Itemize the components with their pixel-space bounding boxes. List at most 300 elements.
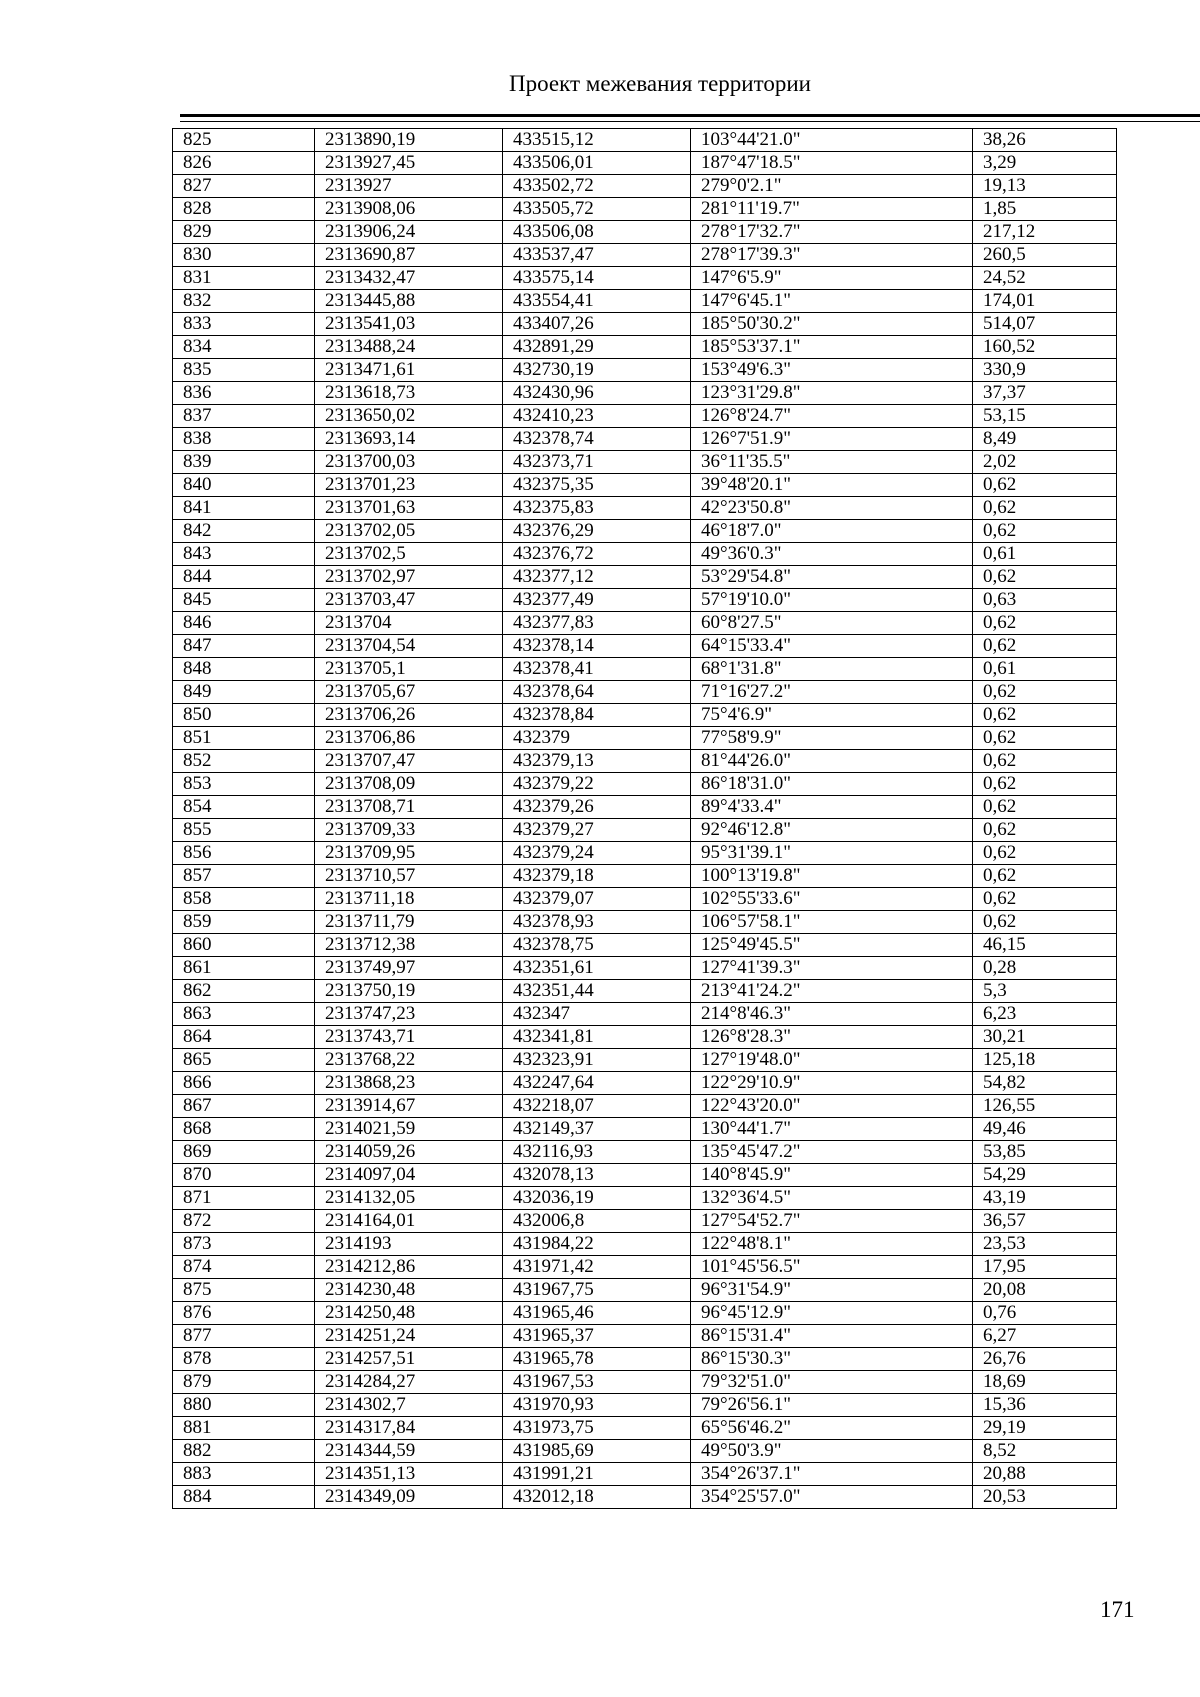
table-row bbox=[173, 1003, 1117, 1026]
direction-angle-cell: 57°19'10.0" bbox=[691, 589, 973, 612]
y-coordinate-cell: 432379,22 bbox=[503, 773, 691, 796]
direction-angle-cell: 79°32'51.0" bbox=[691, 1371, 973, 1394]
distance-cell: 0,62 bbox=[973, 681, 1117, 704]
x-coordinate-cell: 2314302,7 bbox=[315, 1394, 503, 1417]
distance-cell: 217,12 bbox=[973, 221, 1117, 244]
point-number-cell: 866 bbox=[173, 1072, 315, 1095]
x-coordinate-cell: 2313705,1 bbox=[315, 658, 503, 681]
x-coordinate-cell: 2313701,23 bbox=[315, 474, 503, 497]
x-coordinate-cell: 2313702,97 bbox=[315, 566, 503, 589]
distance-cell: 0,61 bbox=[973, 543, 1117, 566]
point-number-cell: 836 bbox=[173, 382, 315, 405]
x-coordinate-cell: 2313705,67 bbox=[315, 681, 503, 704]
y-coordinate-cell: 432377,83 bbox=[503, 612, 691, 635]
direction-angle-cell: 187°47'18.5" bbox=[691, 152, 973, 175]
direction-angle-cell: 214°8'46.3" bbox=[691, 1003, 973, 1026]
table-row bbox=[173, 1026, 1117, 1049]
distance-cell: 1,85 bbox=[973, 198, 1117, 221]
y-coordinate-cell: 431971,42 bbox=[503, 1256, 691, 1279]
direction-angle-cell: 125°49'45.5" bbox=[691, 934, 973, 957]
y-coordinate-cell: 432376,72 bbox=[503, 543, 691, 566]
y-coordinate-cell: 431967,75 bbox=[503, 1279, 691, 1302]
y-coordinate-cell: 432347 bbox=[503, 1003, 691, 1026]
y-coordinate-cell: 432378,84 bbox=[503, 704, 691, 727]
table-row bbox=[173, 1394, 1117, 1417]
x-coordinate-cell: 2314193 bbox=[315, 1233, 503, 1256]
distance-cell: 126,55 bbox=[973, 1095, 1117, 1118]
distance-cell: 0,62 bbox=[973, 635, 1117, 658]
direction-angle-cell: 185°53'37.1" bbox=[691, 336, 973, 359]
x-coordinate-cell: 2313890,19 bbox=[315, 129, 503, 152]
point-number-cell: 869 bbox=[173, 1141, 315, 1164]
table-row bbox=[173, 382, 1117, 405]
distance-cell: 17,95 bbox=[973, 1256, 1117, 1279]
distance-cell: 8,52 bbox=[973, 1440, 1117, 1463]
table-row bbox=[173, 1279, 1117, 1302]
direction-angle-cell: 102°55'33.6" bbox=[691, 888, 973, 911]
x-coordinate-cell: 2313709,95 bbox=[315, 842, 503, 865]
table-row bbox=[173, 1210, 1117, 1233]
x-coordinate-cell: 2314344,59 bbox=[315, 1440, 503, 1463]
y-coordinate-cell: 432116,93 bbox=[503, 1141, 691, 1164]
y-coordinate-cell: 431965,78 bbox=[503, 1348, 691, 1371]
distance-cell: 43,19 bbox=[973, 1187, 1117, 1210]
direction-angle-cell: 279°0'2.1" bbox=[691, 175, 973, 198]
direction-angle-cell: 147°6'5.9" bbox=[691, 267, 973, 290]
distance-cell: 0,62 bbox=[973, 911, 1117, 934]
table-row bbox=[173, 773, 1117, 796]
x-coordinate-cell: 2314284,27 bbox=[315, 1371, 503, 1394]
y-coordinate-cell: 432378,14 bbox=[503, 635, 691, 658]
distance-cell: 0,62 bbox=[973, 704, 1117, 727]
y-coordinate-cell: 432247,64 bbox=[503, 1072, 691, 1095]
point-number-cell: 879 bbox=[173, 1371, 315, 1394]
y-coordinate-cell: 432351,61 bbox=[503, 957, 691, 980]
point-number-cell: 878 bbox=[173, 1348, 315, 1371]
x-coordinate-cell: 2314059,26 bbox=[315, 1141, 503, 1164]
table-row bbox=[173, 1072, 1117, 1095]
point-number-cell: 834 bbox=[173, 336, 315, 359]
x-coordinate-cell: 2313700,03 bbox=[315, 451, 503, 474]
point-number-cell: 846 bbox=[173, 612, 315, 635]
x-coordinate-cell: 2313702,05 bbox=[315, 520, 503, 543]
distance-cell: 0,62 bbox=[973, 612, 1117, 635]
point-number-cell: 841 bbox=[173, 497, 315, 520]
x-coordinate-cell: 2313710,57 bbox=[315, 865, 503, 888]
table-row bbox=[173, 520, 1117, 543]
point-number-cell: 884 bbox=[173, 1486, 315, 1509]
distance-cell: 0,62 bbox=[973, 497, 1117, 520]
table-row bbox=[173, 497, 1117, 520]
x-coordinate-cell: 2313693,14 bbox=[315, 428, 503, 451]
table-row bbox=[173, 612, 1117, 635]
y-coordinate-cell: 432891,29 bbox=[503, 336, 691, 359]
x-coordinate-cell: 2314230,48 bbox=[315, 1279, 503, 1302]
x-coordinate-cell: 2314317,84 bbox=[315, 1417, 503, 1440]
page-header-title: Проект межевания территории bbox=[509, 71, 811, 96]
y-coordinate-cell: 432351,44 bbox=[503, 980, 691, 1003]
distance-cell: 6,27 bbox=[973, 1325, 1117, 1348]
direction-angle-cell: 281°11'19.7" bbox=[691, 198, 973, 221]
y-coordinate-cell: 433407,26 bbox=[503, 313, 691, 336]
distance-cell: 38,26 bbox=[973, 129, 1117, 152]
table-row bbox=[173, 1164, 1117, 1187]
y-coordinate-cell: 432378,41 bbox=[503, 658, 691, 681]
direction-angle-cell: 127°41'39.3" bbox=[691, 957, 973, 980]
distance-cell: 0,28 bbox=[973, 957, 1117, 980]
table-row bbox=[173, 152, 1117, 175]
distance-cell: 49,46 bbox=[973, 1118, 1117, 1141]
x-coordinate-cell: 2313471,61 bbox=[315, 359, 503, 382]
point-number-cell: 842 bbox=[173, 520, 315, 543]
y-coordinate-cell: 432375,35 bbox=[503, 474, 691, 497]
x-coordinate-cell: 2313743,71 bbox=[315, 1026, 503, 1049]
y-coordinate-cell: 433506,08 bbox=[503, 221, 691, 244]
direction-angle-cell: 103°44'21.0" bbox=[691, 129, 973, 152]
point-number-cell: 873 bbox=[173, 1233, 315, 1256]
table-row bbox=[173, 1233, 1117, 1256]
distance-cell: 3,29 bbox=[973, 152, 1117, 175]
direction-angle-cell: 132°36'4.5" bbox=[691, 1187, 973, 1210]
point-number-cell: 883 bbox=[173, 1463, 315, 1486]
x-coordinate-cell: 2314351,13 bbox=[315, 1463, 503, 1486]
point-number-cell: 867 bbox=[173, 1095, 315, 1118]
distance-cell: 2,02 bbox=[973, 451, 1117, 474]
distance-cell: 26,76 bbox=[973, 1348, 1117, 1371]
table-row bbox=[173, 1118, 1117, 1141]
direction-angle-cell: 36°11'35.5" bbox=[691, 451, 973, 474]
distance-cell: 30,21 bbox=[973, 1026, 1117, 1049]
direction-angle-cell: 42°23'50.8" bbox=[691, 497, 973, 520]
table-row bbox=[173, 198, 1117, 221]
y-coordinate-cell: 432378,75 bbox=[503, 934, 691, 957]
x-coordinate-cell: 2313709,33 bbox=[315, 819, 503, 842]
distance-cell: 53,85 bbox=[973, 1141, 1117, 1164]
table-row bbox=[173, 451, 1117, 474]
y-coordinate-cell: 432379,24 bbox=[503, 842, 691, 865]
y-coordinate-cell: 432378,64 bbox=[503, 681, 691, 704]
distance-cell: 0,62 bbox=[973, 566, 1117, 589]
y-coordinate-cell: 432012,18 bbox=[503, 1486, 691, 1509]
distance-cell: 0,62 bbox=[973, 842, 1117, 865]
y-coordinate-cell: 432323,91 bbox=[503, 1049, 691, 1072]
x-coordinate-cell: 2313747,23 bbox=[315, 1003, 503, 1026]
table-row bbox=[173, 1187, 1117, 1210]
y-coordinate-cell: 432006,8 bbox=[503, 1210, 691, 1233]
direction-angle-cell: 65°56'46.2" bbox=[691, 1417, 973, 1440]
point-number-cell: 876 bbox=[173, 1302, 315, 1325]
direction-angle-cell: 127°54'52.7" bbox=[691, 1210, 973, 1233]
distance-cell: 0,62 bbox=[973, 773, 1117, 796]
distance-cell: 54,29 bbox=[973, 1164, 1117, 1187]
distance-cell: 15,36 bbox=[973, 1394, 1117, 1417]
direction-angle-cell: 92°46'12.8" bbox=[691, 819, 973, 842]
point-number-cell: 832 bbox=[173, 290, 315, 313]
point-number-cell: 871 bbox=[173, 1187, 315, 1210]
y-coordinate-cell: 431973,75 bbox=[503, 1417, 691, 1440]
x-coordinate-cell: 2313908,06 bbox=[315, 198, 503, 221]
table-row bbox=[173, 244, 1117, 267]
direction-angle-cell: 126°8'24.7" bbox=[691, 405, 973, 428]
point-number-cell: 858 bbox=[173, 888, 315, 911]
direction-angle-cell: 81°44'26.0" bbox=[691, 750, 973, 773]
distance-cell: 29,19 bbox=[973, 1417, 1117, 1440]
table-row bbox=[173, 474, 1117, 497]
direction-angle-cell: 39°48'20.1" bbox=[691, 474, 973, 497]
distance-cell: 330,9 bbox=[973, 359, 1117, 382]
table-row bbox=[173, 888, 1117, 911]
x-coordinate-cell: 2313706,26 bbox=[315, 704, 503, 727]
table-row bbox=[173, 635, 1117, 658]
table-row bbox=[173, 1049, 1117, 1072]
y-coordinate-cell: 432730,19 bbox=[503, 359, 691, 382]
table-row bbox=[173, 129, 1117, 152]
direction-angle-cell: 122°48'8.1" bbox=[691, 1233, 973, 1256]
direction-angle-cell: 101°45'56.5" bbox=[691, 1256, 973, 1279]
y-coordinate-cell: 432430,96 bbox=[503, 382, 691, 405]
y-coordinate-cell: 432379,26 bbox=[503, 796, 691, 819]
direction-angle-cell: 49°36'0.3" bbox=[691, 543, 973, 566]
x-coordinate-cell: 2314097,04 bbox=[315, 1164, 503, 1187]
distance-cell: 0,62 bbox=[973, 727, 1117, 750]
header-rule bbox=[180, 114, 1200, 122]
y-coordinate-cell: 432375,83 bbox=[503, 497, 691, 520]
table-row bbox=[173, 865, 1117, 888]
table-row bbox=[173, 1095, 1117, 1118]
table-row bbox=[173, 1141, 1117, 1164]
direction-angle-cell: 135°45'47.2" bbox=[691, 1141, 973, 1164]
header-rule-thick bbox=[180, 114, 1200, 117]
y-coordinate-cell: 432377,12 bbox=[503, 566, 691, 589]
direction-angle-cell: 64°15'33.4" bbox=[691, 635, 973, 658]
x-coordinate-cell: 2314251,24 bbox=[315, 1325, 503, 1348]
table-row bbox=[173, 290, 1117, 313]
y-coordinate-cell: 431967,53 bbox=[503, 1371, 691, 1394]
point-number-cell: 880 bbox=[173, 1394, 315, 1417]
distance-cell: 0,62 bbox=[973, 796, 1117, 819]
table-row bbox=[173, 980, 1117, 1003]
x-coordinate-cell: 2313541,03 bbox=[315, 313, 503, 336]
point-number-cell: 840 bbox=[173, 474, 315, 497]
x-coordinate-cell: 2313712,38 bbox=[315, 934, 503, 957]
x-coordinate-cell: 2313618,73 bbox=[315, 382, 503, 405]
direction-angle-cell: 153°49'6.3" bbox=[691, 359, 973, 382]
table-row bbox=[173, 1463, 1117, 1486]
distance-cell: 18,69 bbox=[973, 1371, 1117, 1394]
table-row bbox=[173, 336, 1117, 359]
point-number-cell: 835 bbox=[173, 359, 315, 382]
y-coordinate-cell: 432410,23 bbox=[503, 405, 691, 428]
x-coordinate-cell: 2313711,79 bbox=[315, 911, 503, 934]
table-row bbox=[173, 1302, 1117, 1325]
table-row bbox=[173, 934, 1117, 957]
x-coordinate-cell: 2313488,24 bbox=[315, 336, 503, 359]
y-coordinate-cell: 431970,93 bbox=[503, 1394, 691, 1417]
y-coordinate-cell: 431965,46 bbox=[503, 1302, 691, 1325]
point-number-cell: 863 bbox=[173, 1003, 315, 1026]
y-coordinate-cell: 433506,01 bbox=[503, 152, 691, 175]
x-coordinate-cell: 2313704,54 bbox=[315, 635, 503, 658]
point-number-cell: 877 bbox=[173, 1325, 315, 1348]
table-row bbox=[173, 543, 1117, 566]
distance-cell: 23,53 bbox=[973, 1233, 1117, 1256]
direction-angle-cell: 86°18'31.0" bbox=[691, 773, 973, 796]
x-coordinate-cell: 2314349,09 bbox=[315, 1486, 503, 1509]
direction-angle-cell: 100°13'19.8" bbox=[691, 865, 973, 888]
point-number-cell: 849 bbox=[173, 681, 315, 704]
direction-angle-cell: 79°26'56.1" bbox=[691, 1394, 973, 1417]
distance-cell: 125,18 bbox=[973, 1049, 1117, 1072]
y-coordinate-cell: 432379,18 bbox=[503, 865, 691, 888]
point-number-cell: 838 bbox=[173, 428, 315, 451]
direction-angle-cell: 126°7'51.9" bbox=[691, 428, 973, 451]
direction-angle-cell: 354°26'37.1" bbox=[691, 1463, 973, 1486]
y-coordinate-cell: 433505,72 bbox=[503, 198, 691, 221]
direction-angle-cell: 96°31'54.9" bbox=[691, 1279, 973, 1302]
x-coordinate-cell: 2313702,5 bbox=[315, 543, 503, 566]
x-coordinate-cell: 2313750,19 bbox=[315, 980, 503, 1003]
point-number-cell: 851 bbox=[173, 727, 315, 750]
distance-cell: 0,62 bbox=[973, 865, 1117, 888]
direction-angle-cell: 147°6'45.1" bbox=[691, 290, 973, 313]
point-number-cell: 829 bbox=[173, 221, 315, 244]
x-coordinate-cell: 2314164,01 bbox=[315, 1210, 503, 1233]
point-number-cell: 855 bbox=[173, 819, 315, 842]
x-coordinate-cell: 2314250,48 bbox=[315, 1302, 503, 1325]
x-coordinate-cell: 2313701,63 bbox=[315, 497, 503, 520]
y-coordinate-cell: 431985,69 bbox=[503, 1440, 691, 1463]
point-number-cell: 874 bbox=[173, 1256, 315, 1279]
point-number-cell: 862 bbox=[173, 980, 315, 1003]
page-number: 171 bbox=[1100, 1597, 1135, 1622]
distance-cell: 514,07 bbox=[973, 313, 1117, 336]
table-row bbox=[173, 704, 1117, 727]
point-number-cell: 831 bbox=[173, 267, 315, 290]
table-row bbox=[173, 589, 1117, 612]
direction-angle-cell: 140°8'45.9" bbox=[691, 1164, 973, 1187]
direction-angle-cell: 278°17'39.3" bbox=[691, 244, 973, 267]
direction-angle-cell: 106°57'58.1" bbox=[691, 911, 973, 934]
direction-angle-cell: 123°31'29.8" bbox=[691, 382, 973, 405]
distance-cell: 46,15 bbox=[973, 934, 1117, 957]
table-row bbox=[173, 428, 1117, 451]
table-row bbox=[173, 313, 1117, 336]
table-row bbox=[173, 727, 1117, 750]
direction-angle-cell: 75°4'6.9" bbox=[691, 704, 973, 727]
direction-angle-cell: 60°8'27.5" bbox=[691, 612, 973, 635]
direction-angle-cell: 46°18'7.0" bbox=[691, 520, 973, 543]
distance-cell: 53,15 bbox=[973, 405, 1117, 428]
point-number-cell: 825 bbox=[173, 129, 315, 152]
y-coordinate-cell: 433537,47 bbox=[503, 244, 691, 267]
y-coordinate-cell: 432373,71 bbox=[503, 451, 691, 474]
x-coordinate-cell: 2313868,23 bbox=[315, 1072, 503, 1095]
header-rule-thin bbox=[180, 121, 1200, 122]
distance-cell: 0,62 bbox=[973, 474, 1117, 497]
coordinates-table-body bbox=[173, 129, 1117, 1509]
x-coordinate-cell: 2313704 bbox=[315, 612, 503, 635]
distance-cell: 19,13 bbox=[973, 175, 1117, 198]
point-number-cell: 826 bbox=[173, 152, 315, 175]
x-coordinate-cell: 2313708,09 bbox=[315, 773, 503, 796]
y-coordinate-cell: 432376,29 bbox=[503, 520, 691, 543]
distance-cell: 36,57 bbox=[973, 1210, 1117, 1233]
direction-angle-cell: 96°45'12.9" bbox=[691, 1302, 973, 1325]
x-coordinate-cell: 2314021,59 bbox=[315, 1118, 503, 1141]
direction-angle-cell: 122°43'20.0" bbox=[691, 1095, 973, 1118]
table-row bbox=[173, 221, 1117, 244]
point-number-cell: 854 bbox=[173, 796, 315, 819]
distance-cell: 260,5 bbox=[973, 244, 1117, 267]
direction-angle-cell: 354°25'57.0" bbox=[691, 1486, 973, 1509]
table-row bbox=[173, 405, 1117, 428]
point-number-cell: 844 bbox=[173, 566, 315, 589]
y-coordinate-cell: 433554,41 bbox=[503, 290, 691, 313]
y-coordinate-cell: 431984,22 bbox=[503, 1233, 691, 1256]
table-row bbox=[173, 1371, 1117, 1394]
distance-cell: 0,62 bbox=[973, 819, 1117, 842]
table-row bbox=[173, 566, 1117, 589]
point-number-cell: 830 bbox=[173, 244, 315, 267]
x-coordinate-cell: 2313768,22 bbox=[315, 1049, 503, 1072]
direction-angle-cell: 127°19'48.0" bbox=[691, 1049, 973, 1072]
direction-angle-cell: 86°15'30.3" bbox=[691, 1348, 973, 1371]
direction-angle-cell: 86°15'31.4" bbox=[691, 1325, 973, 1348]
x-coordinate-cell: 2313703,47 bbox=[315, 589, 503, 612]
y-coordinate-cell: 431965,37 bbox=[503, 1325, 691, 1348]
y-coordinate-cell: 432378,74 bbox=[503, 428, 691, 451]
table-row bbox=[173, 1486, 1117, 1509]
point-number-cell: 845 bbox=[173, 589, 315, 612]
x-coordinate-cell: 2313914,67 bbox=[315, 1095, 503, 1118]
point-number-cell: 853 bbox=[173, 773, 315, 796]
table-row bbox=[173, 796, 1117, 819]
direction-angle-cell: 89°4'33.4" bbox=[691, 796, 973, 819]
table-row bbox=[173, 911, 1117, 934]
table-row bbox=[173, 359, 1117, 382]
direction-angle-cell: 68°1'31.8" bbox=[691, 658, 973, 681]
direction-angle-cell: 122°29'10.9" bbox=[691, 1072, 973, 1095]
point-number-cell: 881 bbox=[173, 1417, 315, 1440]
table-row bbox=[173, 175, 1117, 198]
y-coordinate-cell: 432036,19 bbox=[503, 1187, 691, 1210]
y-coordinate-cell: 432379,13 bbox=[503, 750, 691, 773]
table-row bbox=[173, 1417, 1117, 1440]
point-number-cell: 870 bbox=[173, 1164, 315, 1187]
distance-cell: 24,52 bbox=[973, 267, 1117, 290]
x-coordinate-cell: 2313906,24 bbox=[315, 221, 503, 244]
direction-angle-cell: 53°29'54.8" bbox=[691, 566, 973, 589]
y-coordinate-cell: 432379,07 bbox=[503, 888, 691, 911]
distance-cell: 0,76 bbox=[973, 1302, 1117, 1325]
y-coordinate-cell: 432379 bbox=[503, 727, 691, 750]
y-coordinate-cell: 432341,81 bbox=[503, 1026, 691, 1049]
point-number-cell: 860 bbox=[173, 934, 315, 957]
distance-cell: 0,62 bbox=[973, 888, 1117, 911]
distance-cell: 37,37 bbox=[973, 382, 1117, 405]
table-row bbox=[173, 681, 1117, 704]
distance-cell: 20,08 bbox=[973, 1279, 1117, 1302]
distance-cell: 8,49 bbox=[973, 428, 1117, 451]
x-coordinate-cell: 2314257,51 bbox=[315, 1348, 503, 1371]
direction-angle-cell: 185°50'30.2" bbox=[691, 313, 973, 336]
point-number-cell: 843 bbox=[173, 543, 315, 566]
distance-cell: 6,23 bbox=[973, 1003, 1117, 1026]
point-number-cell: 847 bbox=[173, 635, 315, 658]
point-number-cell: 864 bbox=[173, 1026, 315, 1049]
x-coordinate-cell: 2313708,71 bbox=[315, 796, 503, 819]
distance-cell: 54,82 bbox=[973, 1072, 1117, 1095]
